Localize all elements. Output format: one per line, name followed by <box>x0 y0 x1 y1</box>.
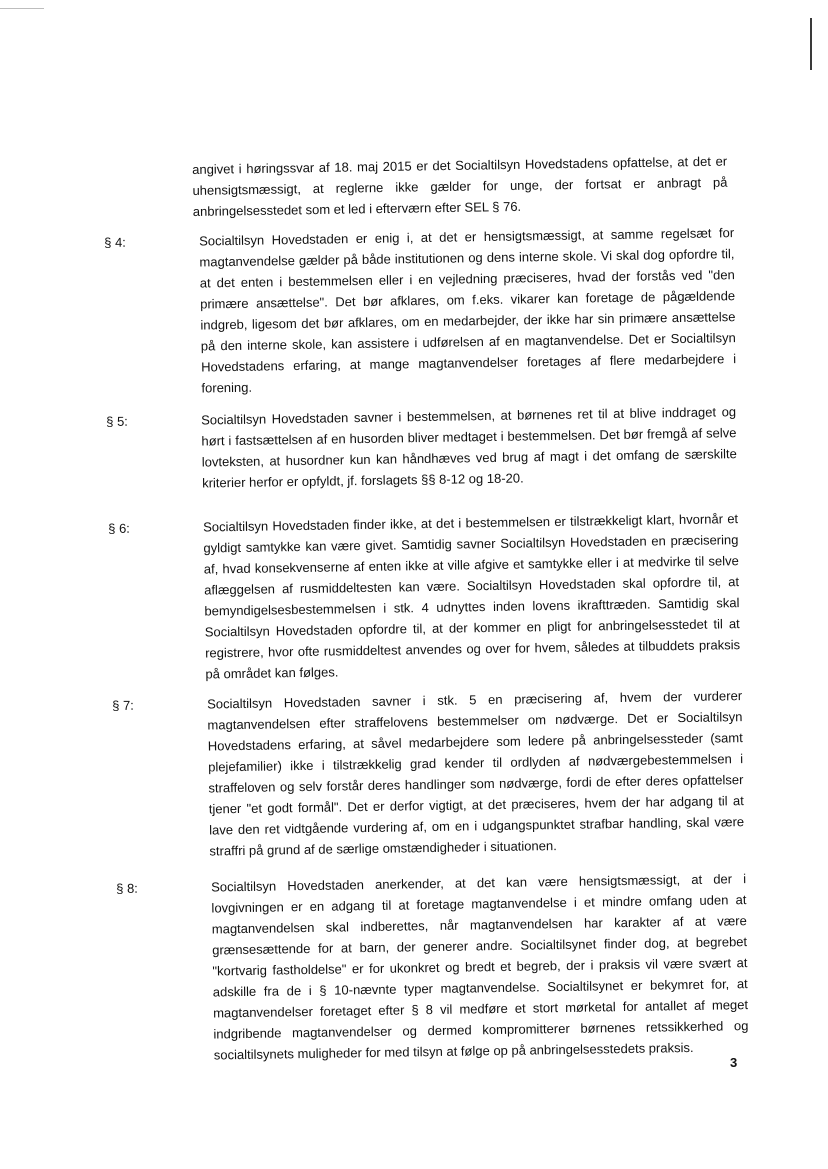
section-8 <box>116 868 756 1063</box>
section-label: § 7: <box>112 697 134 713</box>
scan-mark-right <box>810 18 812 70</box>
page-number: 3 <box>730 1055 738 1070</box>
section-4 <box>104 222 744 396</box>
section-body: Socialtilsyn Hovedstaden finder ikke, at det i bestemmelsen er tilstrækkeligt klart, hvornår et gyldigt samtykke kan være givet. Samtidig savner Socialtilsyn Hovedstaden en præcisering af, hvad konsekvenserne af enten ikke at ville afgive et samtykke eller i at medvirke til selve aflæggelsen af rusmiddeltesten kan være. Socialtilsyn Hovedstaden skal opfordre til, at bemyndigelsesbestemmelsen i stk. 4 udnyttes inden lovens ikrafttræden. Samtidig skal Socialtilsyn Hovedstaden opfordre til, at der kommer en pligt for anbringelsesstedet til at registrere, hvor ofte rusmiddeltest anvendes og over for hvem, således at tilbuddets praksis på området kan følges. <box>203 511 741 682</box>
section-label: § 6: <box>108 520 130 536</box>
section-body: Socialtilsyn Hovedstaden er enig i, at det er hensigtsmæssigt, at samme regelsæt for magtanvendelse gælder på både institutionen og dens interne skole. Vi skal dog opfordre til, at det enten i bestemmelsen eller i en vejledning præciseres, hvad der forstås ved "den primære ansættelse". Det bør afklares, om f.eks. vikarer kan foretage de pågældende indgreb, ligesom det bør afklares, om en medarbejder, der ikke har sin primære ansættelse på den interne skole, kan assistere i udførelsen af en magtanvendelse. Det er Socialtilsyn Hovedstadens erfaring, at mange magtanvendelser foretages af flere medarbejdere i forening. <box>199 225 737 396</box>
section-body: Socialtilsyn Hovedstaden savner i stk. 5 en præcisering af, hvem der vurderer magtanvendelsen efter straffelovens bestemmelser om nødværge. Det er Socialtilsyn Hovedstadens erfaring, at såvel medarbejdere som ledere på anbringelsessteder (samt plejefamilier) ikke i tilstrækkelig grad kender til ordlyden af nødværgebestemmelsen i straffeloven og selv forstår deres handlinger som nødværge, fordi de efter deres opfattelser tjener "et godt formål". Det er derfor vigtigt, at det præciseres, hvem der har adgang til at lave den ret vidtgående vurdering af, om en i udgangspunktet strafbar handling, skal være straffri på grund af de særlige omstændigheder i situationen. <box>207 688 745 859</box>
scan-mark-top <box>0 8 44 9</box>
section-label: § 4: <box>104 234 126 250</box>
intro-paragraph: angivet i høringssvar af 18. maj 2015 er det Socialtilsyn Hovedstadens opfattelse, at det er uhensigtsmæssigt, at reglerne ikke gælder for unge, der fortsat er anbragt på anbringelsesstedet som et led i efterværn efter SEL § 76. <box>192 153 728 219</box>
section-7 <box>112 685 752 859</box>
section-body: Socialtilsyn Hovedstaden anerkender, at det kan være hensigtsmæssigt, at der i lovgivningen er en adgang til at foretage magtanvendelse i et mindre omfang uden at magtanvendelsen skal indberettes, når magtanvendelsen har karakter af at være grænsesættende for at barn, der generer andre. Socialtilsynet finder dog, at begrebet "kortvarig fastholdelse" er for ukonkret og bredt et begreb, der i praksis vil være svært at adskille fra de i § 10-nævnte typer magtanvendelse. Socialtilsynet er bekymret for, at magtanvendelser foretaget efter § 8 vil medføre et stort mørketal for antallet af meget indgribende magtanvendelser og dermed kompromitterer børnenes retssikkerhed og socialtilsynets muligheder for med tilsyn at følge op på anbringelsesstedets praksis. <box>211 871 749 1063</box>
section-6 <box>108 508 748 682</box>
section-5 <box>106 401 746 491</box>
section-label: § 5: <box>106 413 128 429</box>
section-label: § 8: <box>116 880 138 896</box>
section-body: Socialtilsyn Hovedstaden savner i bestemmelsen, at børnenes ret til at blive inddraget og hørt i fastsættelsen af en husorden bliver medtaget i bestemmelsen. Det bør fremgå af selve lovteksten, at husordner kun kan håndhæves ved brug af magt i det omfang de særskilte kriterier herfor er opfyldt, jf. forslagets §§ 8-12 og 18-20. <box>201 404 737 491</box>
